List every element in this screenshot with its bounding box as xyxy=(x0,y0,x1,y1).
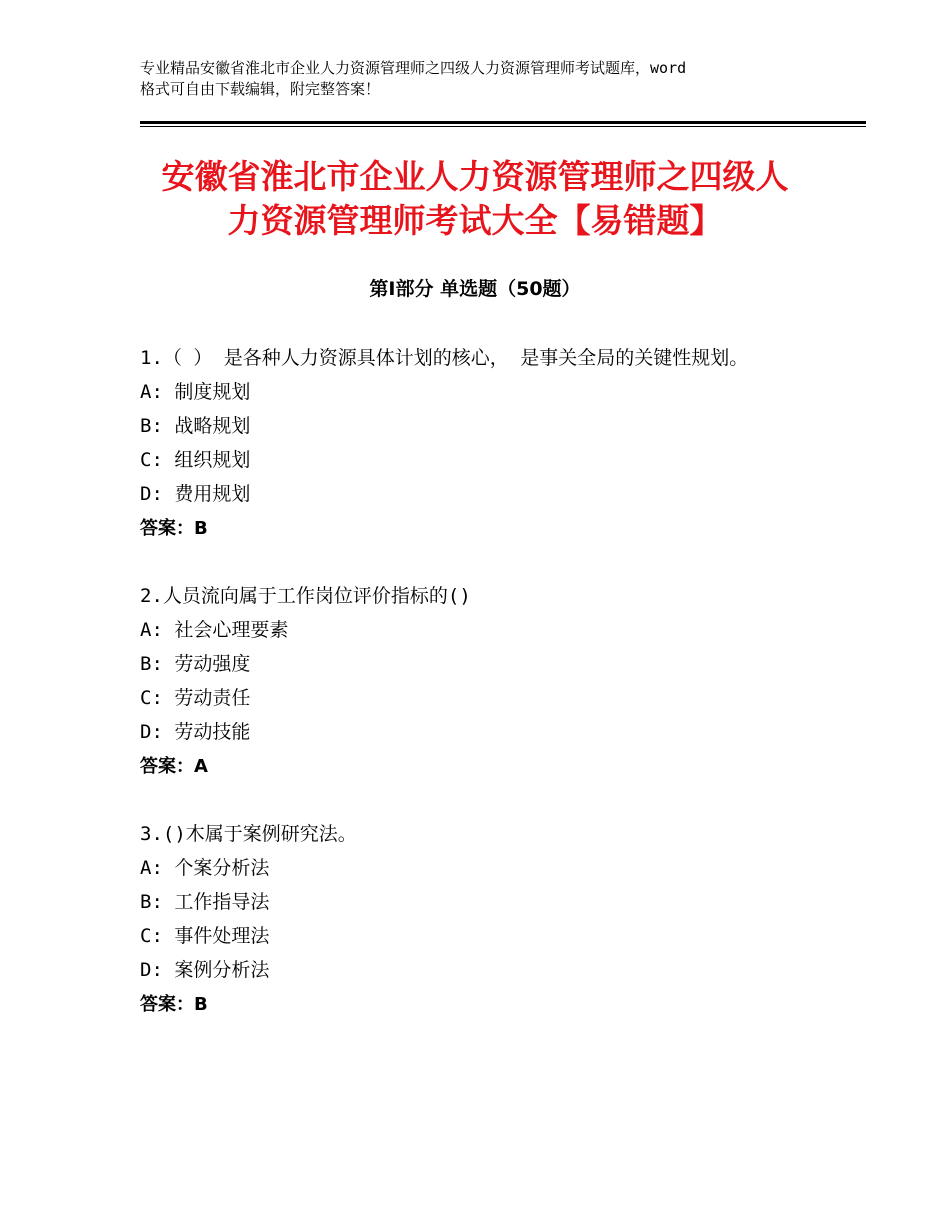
answer-label: 答案：A xyxy=(140,756,208,777)
header-note xyxy=(140,58,840,100)
question-stem: 3.()木属于案例研究法。 xyxy=(140,823,357,845)
option-a: A: 制度规划 xyxy=(140,381,251,403)
header-note-line-1: 专业精品安徽省淮北市企业人力资源管理师之四级人力资源管理师考试题库，word xyxy=(140,59,687,77)
option-b: B: 劳动强度 xyxy=(140,653,251,675)
document-title-line-2: 力资源管理师考试大全【易错题】 xyxy=(227,201,723,240)
option-d: D: 案例分析法 xyxy=(140,959,270,981)
option-d: D: 费用规划 xyxy=(140,483,251,505)
option-c: C: 劳动责任 xyxy=(140,687,251,709)
question-stem: 1.（ ） 是各种人力资源具体计划的核心， 是事关全局的关键性规划。 xyxy=(140,347,749,369)
answer-label: 答案：B xyxy=(140,994,208,1015)
option-a: A: 个案分析法 xyxy=(140,857,270,879)
option-a: A: 社会心理要素 xyxy=(140,619,289,641)
header-divider-thick xyxy=(140,121,866,124)
option-c: C: 组织规划 xyxy=(140,449,251,471)
answer-label: 答案：B xyxy=(140,518,208,539)
question-2 xyxy=(140,579,840,785)
option-c: C: 事件处理法 xyxy=(140,925,270,947)
header-note-line-2: 格式可自由下载编辑，附完整答案！ xyxy=(140,80,381,98)
option-d: D: 劳动技能 xyxy=(140,721,251,743)
question-stem: 2.人员流向属于工作岗位评价指标的() xyxy=(140,585,471,607)
document-title xyxy=(100,155,850,243)
header-divider-thin xyxy=(140,126,866,127)
section-heading: 第Ⅰ部分 单选题（50题） xyxy=(369,278,581,300)
question-1 xyxy=(140,341,840,547)
document-title-line-1: 安徽省淮北市企业人力资源管理师之四级人 xyxy=(161,157,789,196)
option-b: B: 战略规划 xyxy=(140,415,251,437)
question-3 xyxy=(140,817,840,1023)
question-list xyxy=(140,341,840,1055)
option-b: B: 工作指导法 xyxy=(140,891,270,913)
